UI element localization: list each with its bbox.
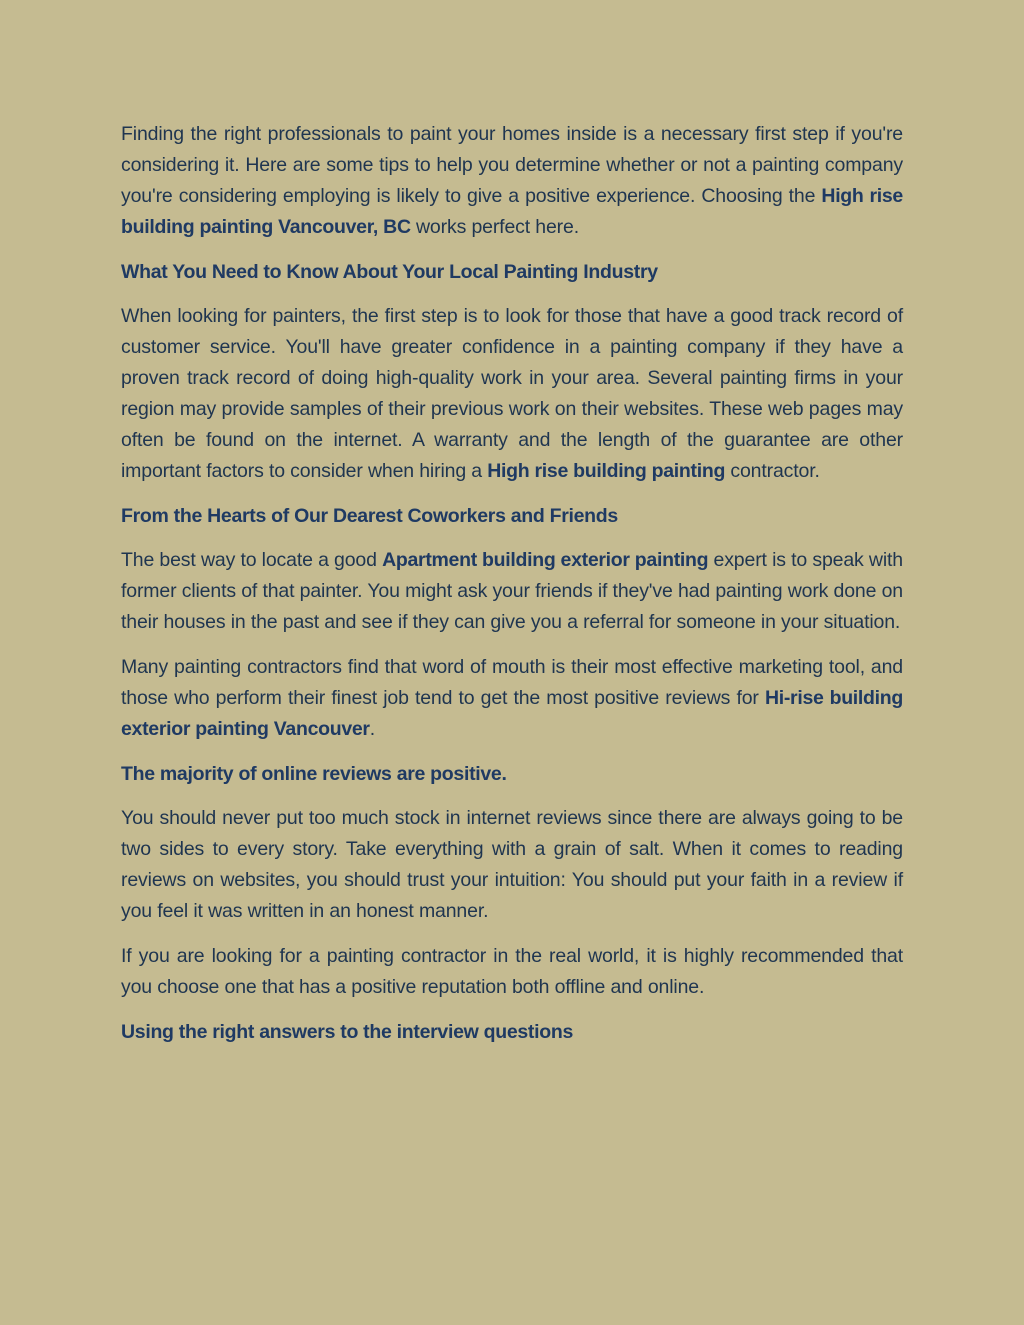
intro-paragraph <box>121 119 903 243</box>
section3-heading: The majority of online reviews are positive. <box>121 763 507 785</box>
section1-paragraph <box>121 301 903 487</box>
section1-text-before: When looking for painters, the first step is to look for those that have a good track record of customer service. You'll have greater confidence in a painting company if they have a proven track record of doing high-quality work in your area. Several painting firms in your region may provide samples of their previous work on their websites. These web pages may often be found on the internet. A warranty and the length of the guarantee are other important factors to consider when hiring a <box>121 305 903 482</box>
intro-text-after: works perfect here. <box>410 216 579 238</box>
section2-p1-keyword: Apartment building exterior painting <box>382 549 709 571</box>
section1-keyword: High rise building painting <box>487 460 726 482</box>
section3-paragraph-2: If you are looking for a painting contractor in the real world, it is highly recommended that you choose one that has a positive reputation both offline and online. <box>121 945 903 998</box>
section4-heading: Using the right answers to the interview questions <box>121 1021 573 1043</box>
intro-keyword-link: High rise building painting Vancouver, BC <box>121 185 903 238</box>
section2-p2-after: . <box>369 718 376 740</box>
document-page <box>121 119 903 1061</box>
section3-paragraph-1: You should never put too much stock in internet reviews since there are always going to be two sides to every story. Take everything with a grain of salt. When it comes to reading reviews on websites, you should trust your intuition: You should put your faith in a review if you feel it was written in an honest manner. <box>121 807 903 922</box>
intro-text-before: Finding the right professionals to paint your homes inside is a necessary first step if you're considering it. Here are some tips to help you determine whether or not a painting company you're considering employing is likely to give a positive experience. Choosing the <box>121 123 903 207</box>
section2-p1-before: The best way to locate a good <box>121 549 383 571</box>
section1-heading: What You Need to Know About Your Local Painting Industry <box>121 261 658 283</box>
section2-p2-keyword: Hi-rise building exterior painting Vancouver <box>121 687 903 740</box>
section2-paragraph-1 <box>121 545 903 638</box>
section2-p2-before: Many painting contractors find that word of mouth is their most effective marketing tool, and those who perform their finest job tend to get the most positive reviews for <box>121 656 903 709</box>
section2-heading: From the Hearts of Our Dearest Coworkers and Friends <box>121 505 618 527</box>
section2-paragraph-2 <box>121 652 903 745</box>
section2-p1-after: expert is to speak with former clients of that painter. You might ask your friends if they've had painting work done on their houses in the past and see if they can give you a referral for someone in your situation. <box>121 549 903 633</box>
section1-text-after: contractor. <box>725 460 820 482</box>
